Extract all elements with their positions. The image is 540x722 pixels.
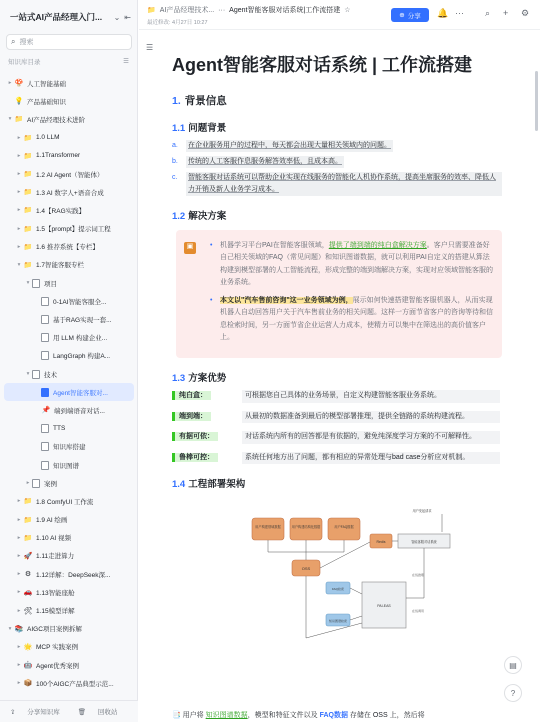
solution-callout — [176, 230, 502, 358]
callout-bullet: • 机器学习平台PAI在智能客服领域，提供了端到端的纯白盒解决方案。客户只需要准备好自己相关领域的FAQ（常见问题）和知识图谱数据，就可以利用PAI自定义的搭建从算法构建到模型部署的人工智能流程，形成完整的端到端解决方案，实现对应领域智能客服的业务系统。 — [210, 242, 493, 286]
item-emoji-icon: 🚗 — [23, 589, 33, 597]
outline-icon[interactable]: ☰ — [146, 43, 154, 52]
chevron-right-icon[interactable]: ▸ — [17, 498, 21, 505]
chevron-right-icon[interactable]: ▸ — [17, 589, 21, 596]
search-placeholder: 搜索 — [19, 39, 34, 46]
sidebar-item[interactable] — [0, 183, 138, 201]
faq-data-link[interactable]: FAQ数据 — [319, 712, 348, 719]
diagram-label: FAQ检索 — [331, 587, 345, 592]
chevron-down-icon[interactable]: ▾ — [26, 280, 30, 287]
diagram-label: Redis — [376, 540, 386, 545]
problem-list — [172, 140, 502, 196]
share-button[interactable] — [391, 8, 429, 22]
chevron-right-icon[interactable]: ▸ — [17, 171, 21, 178]
sidebar-item[interactable] — [0, 438, 138, 456]
item-emoji-icon: 📁 — [23, 134, 33, 142]
item-emoji-icon: 💡 — [14, 98, 24, 106]
diagram-label: 知识图谱检索 — [328, 619, 348, 624]
sidebar-item[interactable] — [0, 456, 138, 474]
chevron-right-icon[interactable]: ▸ — [17, 152, 21, 159]
sidebar-item-label: 1.12详解：DeepSeek深... — [36, 571, 111, 579]
chevron-down-icon[interactable]: ▾ — [8, 116, 12, 123]
diagram-label: OSS — [301, 566, 311, 572]
sidebar-item[interactable] — [0, 310, 138, 328]
item-emoji-icon: 📚 — [14, 625, 24, 633]
sidebar-item[interactable] — [4, 383, 134, 401]
sidebar-item[interactable] — [0, 529, 138, 547]
sidebar-item-label: 100个AIGC产品典型示范... — [36, 680, 114, 688]
breadcrumb-parent[interactable]: AI产品经理技术... — [159, 7, 215, 14]
item-emoji-icon: 📌 — [41, 407, 51, 415]
chevron-right-icon[interactable]: ▸ — [17, 643, 21, 650]
sidebar-item[interactable] — [0, 420, 138, 438]
heading-1: 1. 背景信息 — [172, 95, 227, 107]
heading-1-1: 1.1 问题背景 — [172, 123, 227, 134]
knowledge-sidebar — [0, 0, 138, 722]
document-icon — [41, 388, 49, 397]
sidebar-item-label: TTS — [53, 425, 66, 433]
item-emoji-icon: 📁 — [23, 152, 33, 160]
sidebar-item[interactable] — [0, 674, 138, 692]
sidebar-item-label: Agent智能客服对... — [53, 389, 108, 397]
sidebar-item[interactable] — [0, 201, 138, 219]
search-icon: ⌕ — [11, 37, 16, 46]
trash-button[interactable]: 🗑 回收站 — [77, 709, 118, 716]
sidebar-item[interactable] — [0, 110, 138, 128]
diagram-label: 用户FAQ数据 — [334, 525, 354, 530]
advantages-table — [172, 390, 502, 464]
scrollbar[interactable] — [535, 71, 538, 131]
sidebar-item[interactable] — [0, 147, 138, 165]
share-label: 分享 — [407, 12, 421, 20]
sidebar-item[interactable] — [0, 656, 138, 674]
chevron-right-icon[interactable]: ▸ — [17, 516, 21, 523]
item-emoji-icon: 📁 — [23, 498, 33, 506]
item-emoji-icon: 📁 — [23, 243, 33, 251]
item-emoji-icon: 🚀 — [23, 552, 33, 560]
chevron-right-icon[interactable]: ▸ — [17, 243, 21, 250]
document-icon — [32, 370, 40, 379]
item-emoji-icon: ⚙ — [24, 571, 32, 579]
sidebar-item-label: MCP 实践案例 — [36, 644, 79, 652]
heading-1-4: 1.4 工程部署架构 — [172, 479, 246, 491]
document-icon — [41, 461, 49, 470]
document-icon — [41, 351, 49, 360]
chevron-right-icon[interactable]: ▸ — [17, 225, 21, 232]
list-item: b. 传统的人工客服作息服务解答效率低，且成本高。 — [172, 156, 502, 168]
item-emoji-icon: 📁 — [23, 534, 33, 542]
sidebar-item[interactable] — [0, 165, 138, 183]
globe-icon: ⊕ — [399, 12, 405, 19]
document-area — [139, 31, 540, 722]
sidebar-item-label: 1.0 LLM — [36, 134, 60, 142]
chevron-down-icon[interactable]: ▾ — [17, 261, 21, 268]
chevron-right-icon[interactable]: ▸ — [17, 680, 21, 687]
sidebar-item-label: 知识库搭建 — [53, 444, 86, 452]
knowledge-base-title[interactable]: 一站式AI产品经理入门... — [10, 12, 103, 22]
sidebar-item-label: 1.9 AI 绘画 — [36, 517, 68, 525]
doc-topbar — [139, 0, 540, 30]
sidebar-item-label: 1.2 AI Agent（智能体） — [36, 171, 104, 179]
item-emoji-icon: 🌟 — [23, 643, 33, 651]
advantage-row: 有据可依： 对话系统内所有的回答都是有依据的，避免纯深度学习方案的不可解释性。 — [172, 431, 502, 444]
diagram-edge-label: 在线调用 — [412, 609, 425, 614]
settings-icon[interactable]: ⚙ — [521, 8, 530, 18]
sidebar-item[interactable] — [0, 511, 138, 529]
diagram-label: 用户构建领域数据 — [255, 525, 281, 530]
list-item: c. 智能客服对话系统可以帮助企业实现在线服务的智能化人机协作系统，提高坐席服务的效率、降低人力开销及新人业务学习成本。 — [172, 172, 502, 196]
item-emoji-icon: 📁 — [23, 261, 33, 269]
chevron-right-icon[interactable]: ▸ — [17, 552, 21, 559]
diagram-box — [328, 518, 360, 540]
item-emoji-icon: 📁 — [23, 225, 33, 233]
sidebar-item[interactable] — [0, 583, 138, 601]
document-icon — [41, 442, 49, 451]
sidebar-item[interactable] — [0, 74, 138, 92]
callout-icon: ▣ — [184, 242, 196, 254]
item-emoji-icon: 📁 — [23, 171, 33, 179]
bell-icon[interactable]: 🔔 — [437, 8, 449, 18]
item-emoji-icon: 📁 — [14, 116, 24, 124]
document-icon — [41, 333, 49, 342]
help-icon[interactable]: ? — [504, 684, 522, 702]
directory-label: 知识库目录 — [8, 59, 41, 66]
sidebar-item[interactable] — [0, 220, 138, 238]
diagram-box — [252, 518, 284, 540]
chevron-right-icon[interactable]: ▸ — [17, 662, 21, 669]
sidebar-item-label: 基于RAG实现一套... — [53, 317, 112, 325]
architecture-diagram — [202, 498, 492, 658]
sidebar-item-label: Agent优秀案例 — [36, 662, 79, 670]
sidebar-item-label: 0-1AI智能客服全... — [53, 298, 107, 306]
diagram-label: PAI-EAS — [377, 604, 391, 609]
sidebar-item-label: 技术 — [44, 371, 57, 379]
document-icon — [41, 424, 49, 433]
item-emoji-icon: 📁 — [23, 189, 33, 197]
item-emoji-icon: 🛠 — [23, 607, 33, 615]
directory-section-header — [8, 57, 129, 66]
item-emoji-icon: 📁 — [23, 516, 33, 524]
share-knowledge-base-button[interactable]: ⇪ 分享知识库 — [10, 709, 60, 716]
sidebar-item[interactable] — [0, 547, 138, 565]
directory-tree — [0, 74, 138, 692]
sidebar-item[interactable] — [0, 638, 138, 656]
sidebar-item-label: 1.5【prompt】提示词工程 — [36, 226, 111, 234]
bottom-paragraph: 📑 用户将 知识图谱数据，模型和特征文件以及 FAQ数据 存储在 OSS 上，然后将 — [172, 712, 425, 719]
sidebar-item-label: 1.10 AI 视频 — [36, 535, 72, 543]
sidebar-item-label: 1.1Transformer — [36, 152, 81, 160]
item-emoji-icon: 📦 — [23, 680, 33, 688]
sidebar-item[interactable] — [0, 401, 138, 419]
breadcrumb-ellipsis[interactable]: ··· — [218, 6, 226, 14]
sidebar-item-label: AIGC项目案例拆解 — [27, 626, 82, 634]
chevron-right-icon[interactable]: ▸ — [17, 207, 21, 214]
sidebar-item-label: 1.11走进算力 — [36, 553, 75, 561]
chevron-down-icon[interactable]: ▾ — [8, 625, 12, 632]
callout-bullet: • 本文以"汽车售前咨询"这一业务领域为例，展示如何快速搭建智能客服机器人，从而实现机器人自动回答用户关于汽车售前业务的相关问题。这样一方面节省客户的咨询等待和信息检索时间，另一方面节省企业运营人力成本，使精力可以集中在筛选出的高价值客户上。 — [210, 297, 493, 342]
sidebar-item-label: 用 LLM 构建企业... — [53, 335, 108, 343]
document-icon — [32, 479, 40, 488]
chevron-right-icon[interactable]: ▸ — [17, 571, 21, 578]
breadcrumb — [147, 5, 355, 15]
list-item: a. 在企业服务用户的过程中，每天都会出现大量相关领域内的问题。 — [172, 140, 502, 152]
sidebar-item[interactable] — [0, 274, 138, 292]
paragraph-icon: 📑 — [172, 712, 181, 719]
diagram-label: 用户发起请求 — [412, 509, 432, 514]
kg-data-link[interactable]: 知识图谱数据 — [205, 712, 248, 719]
last-modified: 最近修改: 4月27日 10:27 — [147, 20, 208, 26]
sidebar-item-label: 人工智能基础 — [27, 80, 66, 88]
sidebar-item-label: 产品基础知识 — [27, 98, 66, 106]
chevron-down-icon[interactable]: ⌄ — [113, 12, 121, 22]
sidebar-item-label: 1.4【RAG实践】 — [36, 207, 86, 215]
sidebar-item-label: 1.6 推荐系统【专栏】 — [36, 244, 99, 252]
collapse-sidebar-icon[interactable]: ⇤ — [124, 12, 131, 22]
heading-1-3: 1.3 方案优势 — [172, 373, 227, 385]
solution-link[interactable]: 提供了端到端的纯白盒解决方案 — [328, 242, 427, 249]
more-icon[interactable]: ··· — [455, 8, 464, 18]
directory-menu-icon[interactable]: ☰ — [123, 58, 129, 65]
sidebar-footer — [0, 700, 138, 722]
sidebar-item-label: 案例 — [44, 480, 57, 488]
item-emoji-icon: 🤖 — [23, 662, 33, 670]
sidebar-item-label: AI产品经理技术进阶 — [27, 116, 86, 124]
sidebar-item[interactable] — [0, 365, 138, 383]
item-emoji-icon: 📁 — [23, 207, 33, 215]
advantage-row: 纯白盒： 可根据您自己具体的业务场景，自定义构建智能客服业务系统。 — [172, 390, 502, 403]
add-icon[interactable]: + — [503, 8, 509, 18]
sidebar-item[interactable] — [0, 238, 138, 256]
advantage-row: 端到端： 从最初的数据准备到最后的模型部署推理，提供全链路的系统构建流程。 — [172, 411, 502, 424]
advantage-row: 鲁棒可控： 系统任何地方出了问题，都有相应的异常处理与bad case分析应对机制。 — [172, 452, 502, 465]
diagram-edge-label: 在线推理 — [412, 573, 425, 578]
heading-1-2: 1.2 解决方案 — [172, 211, 227, 222]
item-emoji-icon: 🍄 — [14, 80, 24, 88]
page-title: Agent智能客服对话系统 | 工作流搭建 — [172, 55, 473, 75]
sidebar-item[interactable] — [0, 329, 138, 347]
chevron-right-icon[interactable]: ▸ — [17, 134, 21, 141]
sidebar-item-label: 1.13智能座舱 — [36, 589, 75, 597]
diagram-box — [290, 518, 322, 540]
sidebar-item-label: LangGraph 构建A... — [53, 353, 111, 361]
sidebar-item[interactable] — [0, 129, 138, 147]
sidebar-item-label: 1.7智能客服专栏 — [36, 262, 85, 270]
sidebar-item[interactable] — [0, 92, 138, 110]
chevron-right-icon[interactable]: ▸ — [17, 189, 21, 196]
chevron-right-icon[interactable]: ▸ — [17, 607, 21, 614]
document-content — [172, 51, 502, 663]
breadcrumb-current: Agent智能客服对话系统|工作流搭建 — [229, 7, 341, 14]
comment-icon[interactable]: ▤ — [504, 656, 522, 674]
diagram-label: 用户构建结构化数据 — [291, 525, 321, 530]
sidebar-item[interactable] — [0, 256, 138, 274]
chevron-down-icon[interactable]: ▾ — [26, 371, 30, 378]
sidebar-item[interactable] — [0, 292, 138, 310]
sidebar-header — [10, 8, 131, 26]
sidebar-item-label: 端到端语音对话... — [54, 407, 105, 415]
sidebar-item[interactable] — [0, 474, 138, 492]
document-icon — [41, 297, 49, 306]
star-icon[interactable]: ☆ — [344, 7, 351, 14]
folder-icon: 📁 — [147, 7, 156, 14]
document-icon — [41, 315, 49, 324]
sidebar-item-label: 项目 — [44, 280, 57, 288]
sidebar-item-label: 1.3 AI 数字人+语音合成 — [36, 189, 104, 197]
sidebar-item[interactable] — [0, 492, 138, 510]
document-icon — [32, 279, 40, 288]
chevron-right-icon[interactable]: ▸ — [26, 480, 30, 487]
diagram-label: 智能客服对话系统 — [411, 540, 437, 545]
chevron-right-icon[interactable]: ▸ — [8, 80, 12, 87]
sidebar-item-label: 1.8 ComfyUI 工作流 — [36, 498, 94, 506]
chevron-right-icon[interactable]: ▸ — [17, 534, 21, 541]
sidebar-item[interactable] — [0, 565, 138, 583]
sidebar-item[interactable] — [0, 601, 138, 619]
sidebar-item-label: 知识图谱 — [53, 462, 79, 470]
sidebar-item[interactable] — [0, 620, 138, 638]
sidebar-search-input[interactable] — [6, 34, 132, 50]
sidebar-item-label: 1.15模型详解 — [36, 608, 75, 616]
search-icon[interactable]: ⌕ — [485, 8, 491, 18]
sidebar-item[interactable] — [0, 347, 138, 365]
